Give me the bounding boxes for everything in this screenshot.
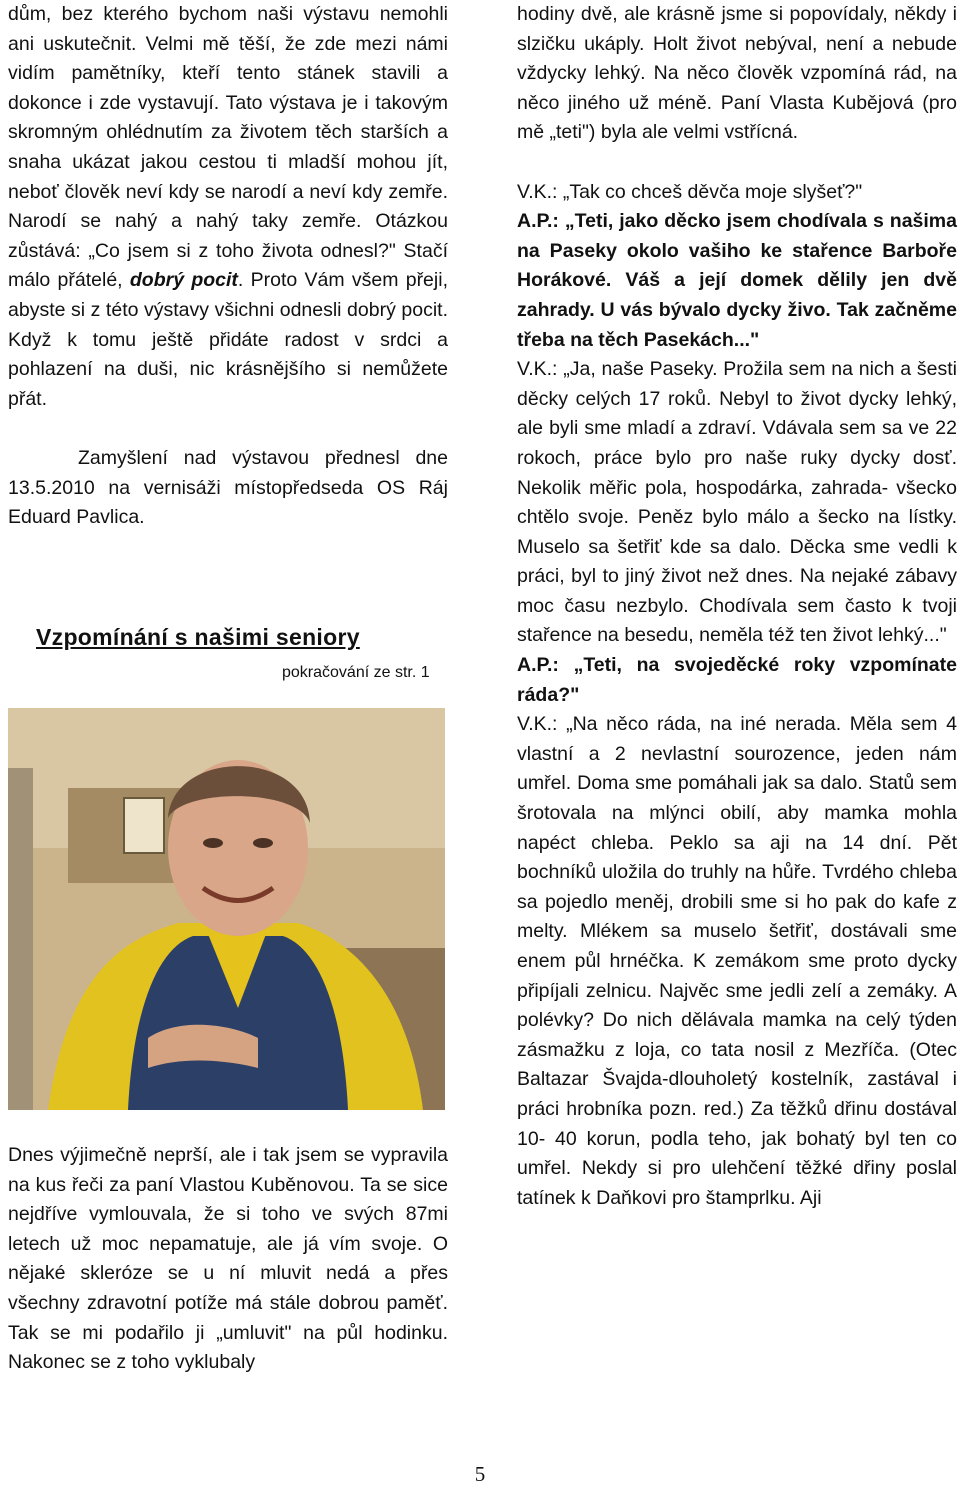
intro-paragraph	[8, 0, 448, 414]
intro-text: dům, bez kterého bychom naši výstavu nemohli ani uskutečnit. Velmi mě těší, že zde mezi námi vidím pamětníky, kteří tento stánek stavili a dokonce i zde vystavují. Tato výstava je i takovým skromným ohlédnutím za životem těch starších a snaha ukázat jakou cestou ti mladší mohou jít, neboť člověk neví kdy se narodí a neví kdy zemře. Narodí se nahý a nahý taky zemře. Otázkou zůstává: „Co jsem si z toho života odnesl?" Stačí málo přátelé,	[8, 3, 448, 292]
right-intro-paragraph: hodiny dvě, ale krásně jsme si popovídaly, někdy i slzičku ukáply. Holt život nebýval, není a nebude vždycky lehký. Na něco člověk vzpomíná rád, na něco jiného už méně. Paní Vlasta Kubějová (pro mě „teti") byla ale velmi vstřícná.	[517, 3, 957, 144]
left-column	[8, 0, 448, 1374]
continued-note: pokračování ze str. 1	[282, 664, 430, 681]
question-2: V.K.: „Ja, naše Paseky. Prožila sem na nich a šesti děcky celých 17 roků. Nebyl to život dycky lehký, ale byli sme mladí a zdraví. Vdávala sem sa ve 22 rokoch, práce bylo pro naše ruky dycky dosť. Nekolik měřic pola, hospodárka, zahrada- všecko chtělo svoje. Peněz bylo málo a šecko na lístky. Muselo sa šetřiť kde sa dalo. Děcka sme vedli k práci, byl to jiný život než dnes. Na nejaké zábavy moc času nezbylo. Chodívala sem často k tvoji stařence na besedu, neměla též ten život lehký..."	[517, 358, 957, 647]
portrait-illustration	[8, 708, 445, 1110]
article-heading: Vzpomínání s našimi seniory	[36, 624, 360, 650]
intro-end-text: . Proto Vám všem přeji, abyste si z této výstavy všichni odnesli dobrý pocit. Když k tomu ještě přidáte radost v srdci a pohlazení na duši, nic krásnějšího si nemůžete přát.	[8, 269, 448, 410]
story-paragraph: Dnes výjimečně neprší, ale i tak jsem se vypravila na kus řeči za paní Vlastou Kuběnovou. Ta se sice nejdříve vymlouvala, že si toho ve svých 87mi letech už moc nepamatuje, ale já vím svoje. O nějaké skleróze se u ní mluvit nedá a přes všechny zdravotní potíže má stále dobrou paměť. Tak se mi podařilo ji „umluvit" na půl hodinku. Nakonec se z toho vyklubaly	[8, 1144, 448, 1374]
answer-2: A.P.: „Teti, na svojeděcké roky vzpomínate ráda?"	[517, 654, 957, 706]
answer-1: A.P.: „Teti, jako děcko jsem chodívala s našima na Paseky okolo vašiho ke stařence Barboře Horákové. Váš a její domek dělily jen dvě zahrady. U vás bývalo dycky živo. Tak začněme třeba na těch Pasekách..."	[517, 210, 957, 351]
senior-portrait-photo	[8, 708, 445, 1110]
question-3: V.K.: „Na něco ráda, na iné nerada. Měla sem 4 vlastní a 2 nevlastní sourozence, jeden nám umřel. Doma sme pomáhali jak sa dalo. Statů sem šrotovala na mlýnci obilí, aby mamka mohla napéct chleba. Peklo sa aji na 14 dní. Pět bochníků uložila do truhly na hůře. Tvrdého chleba sa pojedlo meněj, drobili sme si ho pak do kafe z melty. Mlékem sa muselo šetřiť, dostávali sme enem půl hrnéčka. K zemákom sme proto dycky připíjali zelnicu. Najvěc sme jedli zelí a zemáky. A polévky? Do nich dělávala mamka na celý týden zásmažku z loja, co tata nosil z Mezříča. (Otec Baltazar Švajda-dlouholetý kostelník, zastával i práci hrobníka pozn. red.) Za těžků dřinu dostával 10- 40 korun, podla teho, jak bohatý byl ten co umřel. Nekdy si pro ulehčení těžké dřiny poslal tatínek k Daňkovi pro štamprlku. Aji	[517, 713, 957, 1209]
right-column	[517, 0, 957, 1213]
page-number: 5	[474, 1462, 486, 1486]
intro-emphasis: dobrý pocit	[129, 269, 238, 292]
author-paragraph: Zamyšlení nad výstavou přednesl dne 13.5.2010 na vernisáži místopředseda OS Ráj Eduard Pavlica.	[8, 446, 448, 529]
question-1: V.K.: „Tak co chceš děvča moje slyšeť?"	[517, 180, 863, 203]
